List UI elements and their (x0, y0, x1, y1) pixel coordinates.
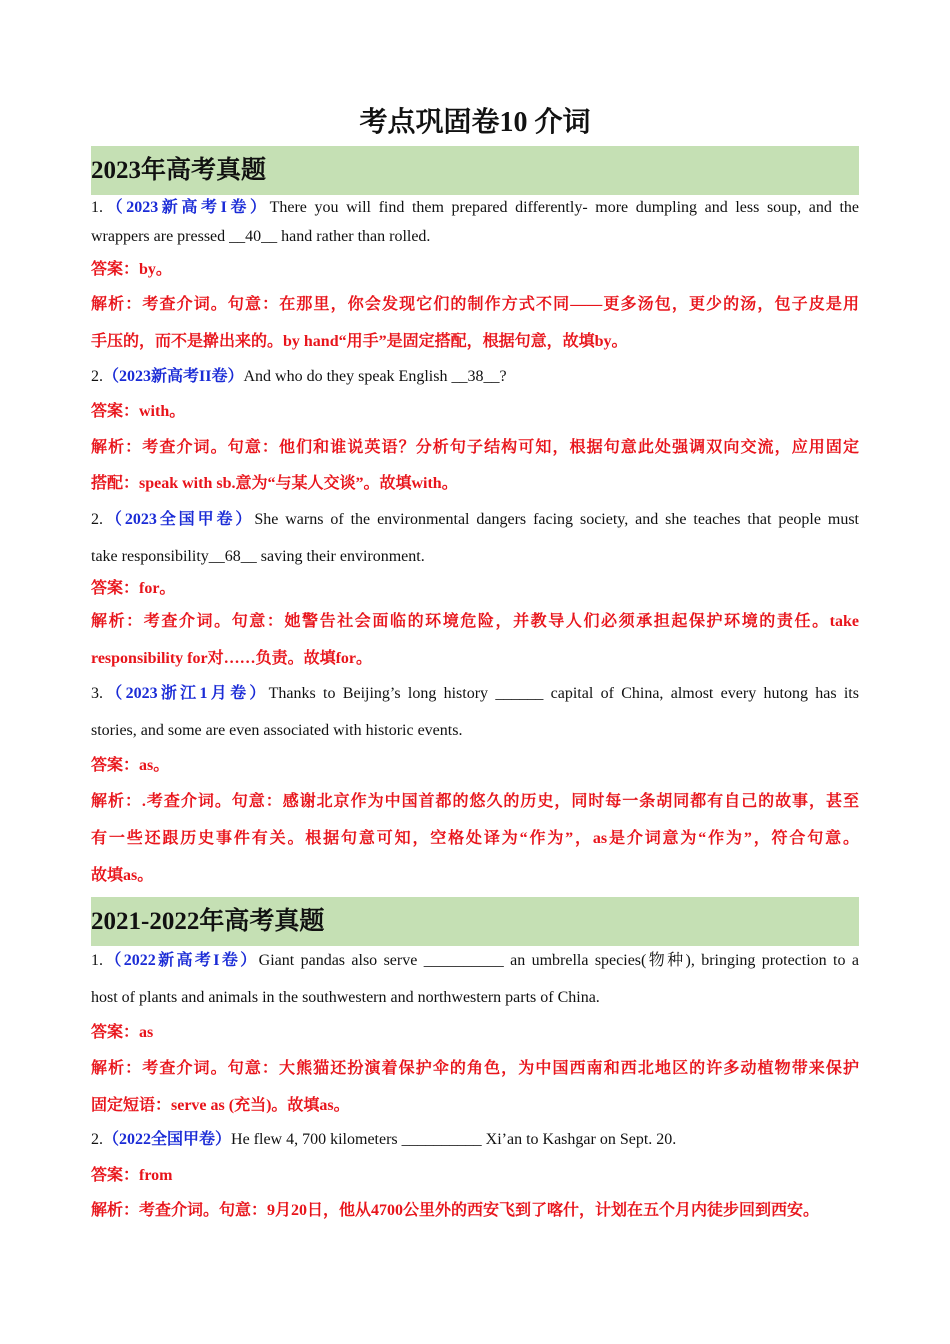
question-text: wrappers are pressed (91, 228, 230, 245)
explanation-line: 故填as。 (91, 867, 154, 884)
question-text: And who do they speak English (243, 368, 452, 385)
question-source: （2023全国甲卷） (103, 511, 255, 528)
question-text: saving their environment. (256, 548, 425, 565)
question-text: There you will find them prepared differently- more dumpling and less soup, and the (269, 199, 860, 216)
answer-blank: __68__ (208, 548, 257, 565)
page-title: 考点巩固卷10 介词 (359, 107, 591, 138)
question-text: take responsibility (91, 548, 209, 565)
answer-line: 答案：from (91, 1167, 173, 1184)
question-text: ? (499, 368, 507, 385)
question-line (91, 1130, 859, 1150)
explanation-line: 固定短语：serve as (充当)。故填as。 (91, 1097, 350, 1114)
explanation-line: 有一些还跟历史事件有关。根据句意可知，空格处译为“作为”，as是介词意为“作为”，符合句意。 (91, 830, 859, 847)
question-number: 2. (91, 1131, 103, 1148)
explanation-line: 手压的，而不是擀出来的。by hand“用手”是固定搭配，根据句意，故填by。 (91, 333, 628, 350)
explanation-line: 解析：考查介词。句意：大熊猫还扮演着保护伞的角色，为中国西南和西北地区的许多动植物带来保护 (91, 1060, 859, 1077)
question-source: （2023浙江1月卷） (103, 685, 269, 702)
question-text: Giant pandas also serve __________ an umbrella species(物种), bringing protection to a (258, 952, 859, 969)
answer-line: 答案：with。 (91, 403, 186, 420)
answer-line: 答案：for。 (91, 580, 176, 597)
explanation-line: 解析：考查介词。句意：她警告社会面临的环境危险，并教导人们必须承担起保护环境的责任。take (91, 613, 859, 630)
question-source: （2022新高考I卷） (103, 952, 259, 969)
question-source: （2023新高考I卷） (103, 199, 270, 216)
answer-line: 答案：as。 (91, 757, 170, 774)
explanation-line: 解析：考查介词。句意：在那里，你会发现它们的制作方式不同——更多汤包，更少的汤，包子皮是用 (91, 296, 859, 313)
question-line (91, 951, 859, 971)
question-text: Thanks to Beijing’s long history ______ capital of China, almost every hutong has its (268, 685, 859, 702)
question-line (91, 198, 859, 218)
explanation-line: 解析：考查介词。句意：9月20日，他从4700公里外的西安飞到了喀什，计划在五个月内徒步回到西安。 (91, 1202, 820, 1219)
answer-line: 答案：as (91, 1024, 154, 1041)
question-text: He flew 4, 700 kilometers __________ Xi’an to Kashgar on Sept. 20. (231, 1131, 677, 1148)
question-line (91, 367, 859, 387)
section-heading-2023: 2023年高考真题 (91, 146, 859, 195)
question-source: （2022全国甲卷） (103, 1131, 232, 1148)
question-line: stories, and some are even associated with historic events. (91, 722, 463, 739)
question-line: host of plants and animals in the southwestern and northwestern parts of China. (91, 989, 600, 1006)
explanation-line: 搭配：speak with sb.意为“与某人交谈”。故填with。 (91, 475, 458, 492)
question-number: 3. (91, 685, 103, 702)
question-line (91, 510, 859, 530)
question-text: She warns of the environmental dangers facing society, and she teaches that people must (254, 511, 859, 528)
question-line (91, 547, 859, 567)
answer-blank: __40__ (229, 228, 278, 245)
answer-blank: __38__ (451, 368, 500, 385)
question-number: 2. (91, 511, 103, 528)
question-text: hand rather than rolled. (277, 228, 431, 245)
question-line (91, 227, 859, 247)
question-number: 2. (91, 368, 103, 385)
answer-line: 答案：by。 (91, 261, 172, 278)
explanation-line: 解析：考查介词。句意：他们和谁说英语？分析句子结构可知，根据句意此处强调双向交流，应用固定 (91, 439, 859, 456)
question-number: 1. (91, 199, 103, 216)
explanation-line: 解析：.考查介词。句意：感谢北京作为中国首都的悠久的历史，同时每一条胡同都有自己的故事，甚至 (91, 793, 859, 810)
explanation-line: responsibility for对……负责。故填for。 (91, 650, 373, 667)
question-number: 1. (91, 952, 103, 969)
section-heading-2021-2022: 2021-2022年高考真题 (91, 897, 859, 946)
question-line (91, 684, 859, 704)
question-source: （2023新高考II卷） (103, 368, 244, 385)
